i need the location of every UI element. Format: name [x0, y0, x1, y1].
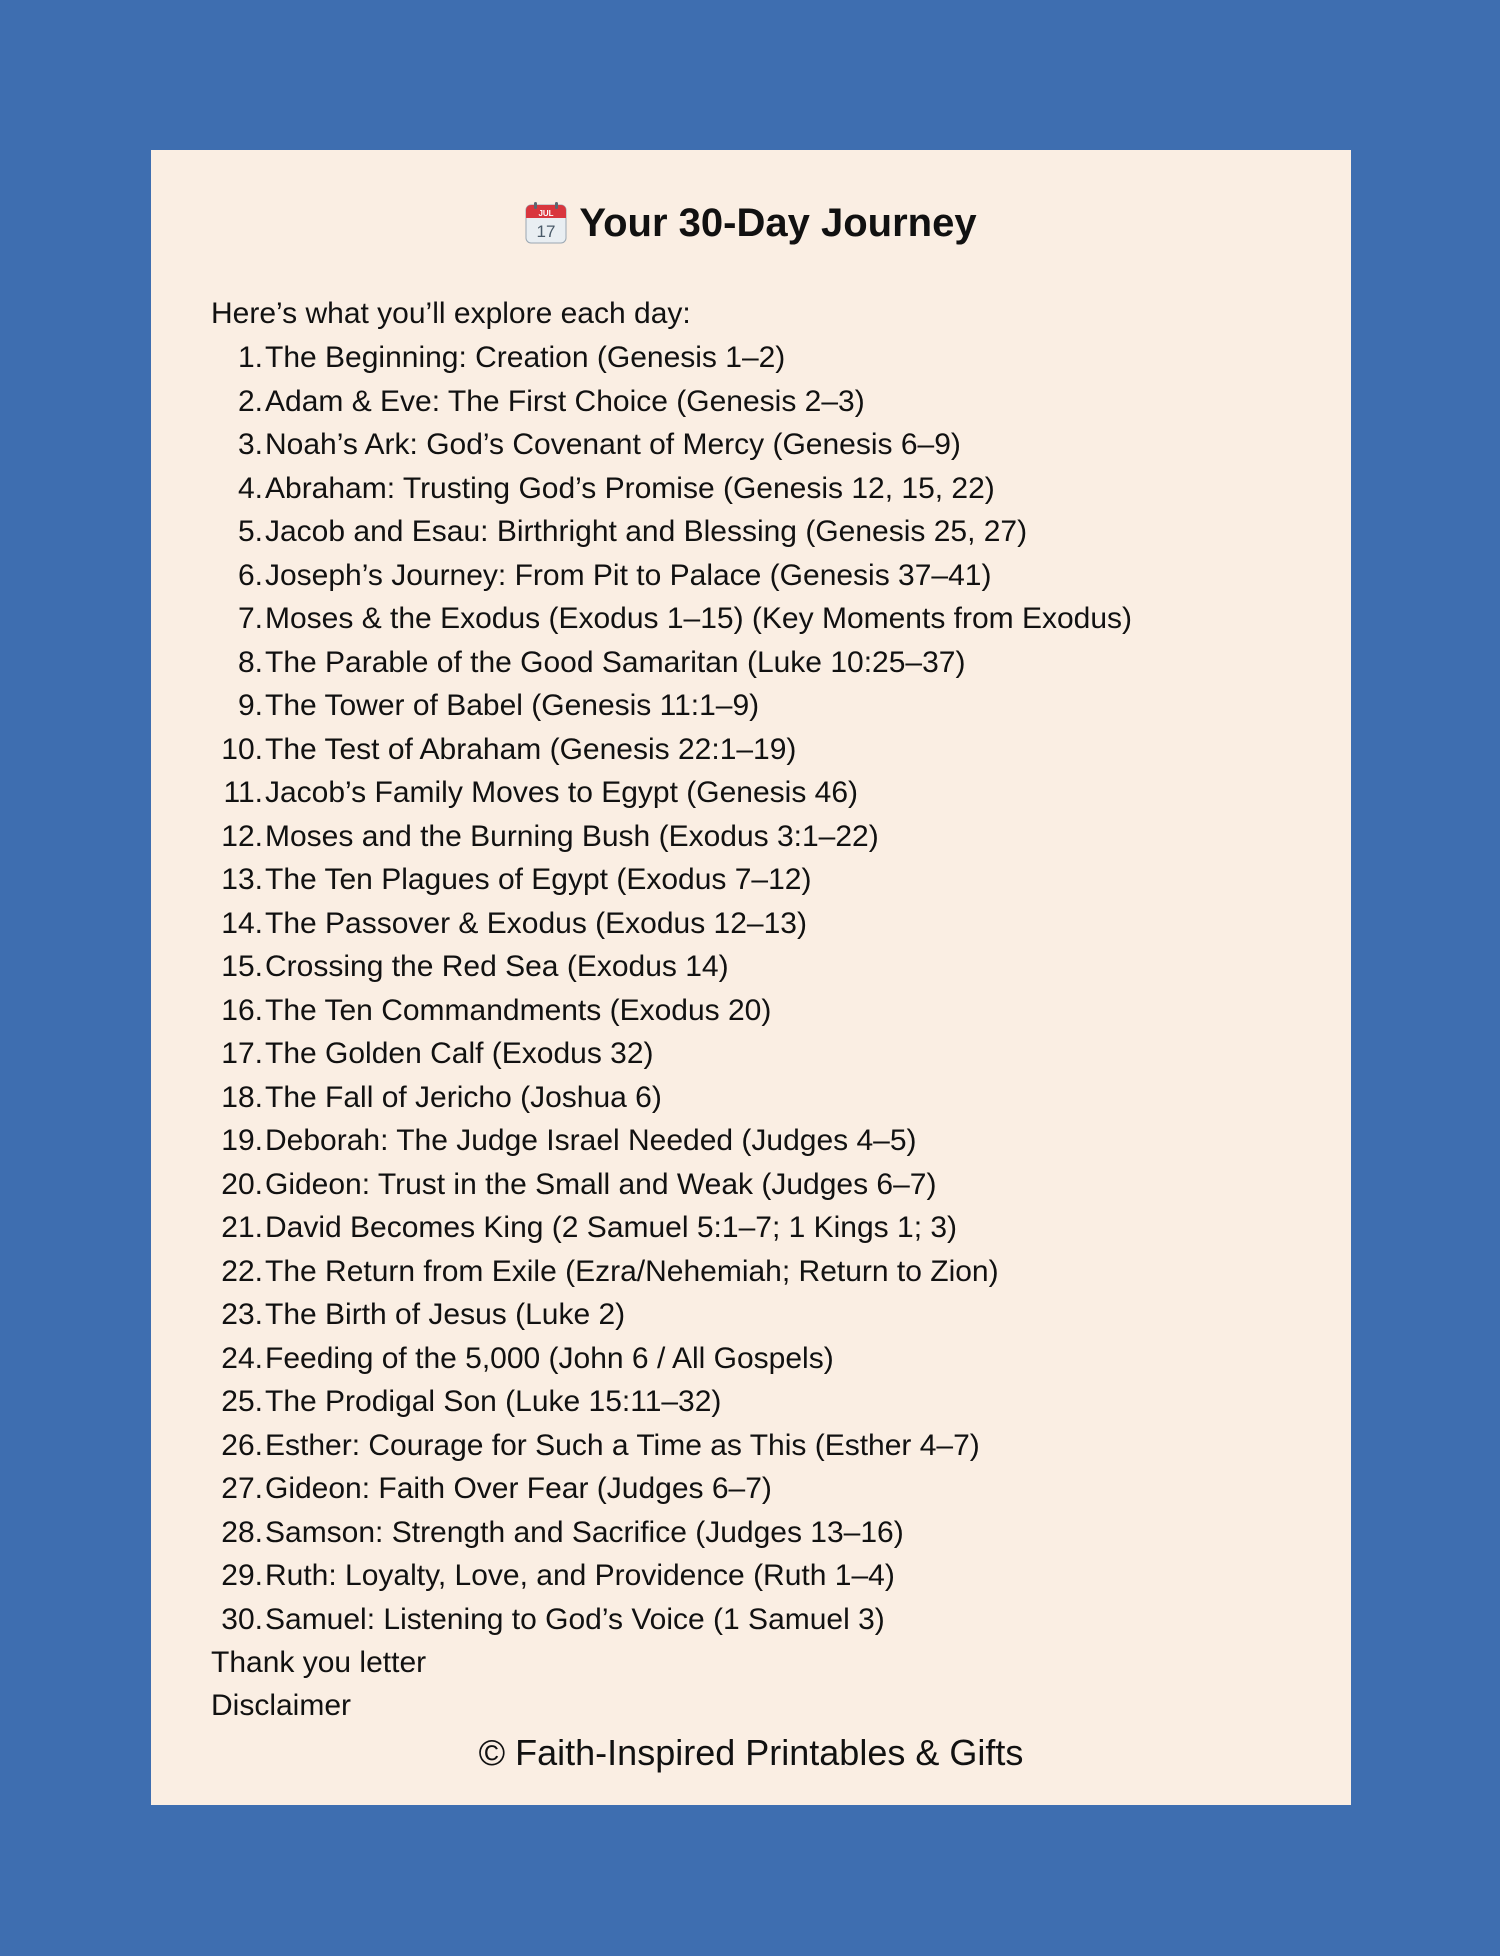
list-item — [211, 467, 1132, 511]
list-item-number: 6. — [237, 558, 263, 592]
list-item-number: 18. — [221, 1080, 263, 1114]
list-item-text: Moses & the Exodus (Exodus 1–15) (Key Moments from Exodus) — [265, 602, 1133, 635]
list-item-text: The Test of Abraham (Genesis 22:1–19) — [265, 732, 797, 766]
list-item-text: Crossing the Red Sea (Exodus 14) — [265, 950, 729, 983]
list-item — [211, 1163, 1132, 1207]
list-item-number: 26. — [221, 1428, 263, 1462]
list-item — [211, 1424, 1132, 1468]
calendar-icon-day: 17 — [536, 222, 556, 241]
list-item — [211, 380, 1132, 424]
list-item-text: Noah’s Ark: God’s Covenant of Mercy (Genesis 6–9) — [265, 428, 961, 461]
list-item — [211, 1337, 1132, 1381]
journey-list — [211, 336, 1132, 1641]
list-item-text: Esther: Courage for Such a Time as This (Esther 4–7) — [265, 1428, 980, 1462]
list-item — [211, 1511, 1132, 1555]
list-item-number: 5. — [237, 515, 263, 548]
list-item — [211, 554, 1132, 598]
list-item-text: The Prodigal Son (Luke 15:11–32) — [265, 1385, 722, 1418]
list-item-text: The Fall of Jericho (Joshua 6) — [265, 1080, 662, 1114]
list-item-text: Adam & Eve: The First Choice (Genesis 2–3) — [265, 384, 865, 418]
list-item-number: 10. — [221, 732, 263, 766]
list-item — [211, 1119, 1132, 1163]
list-item-number: 13. — [221, 863, 263, 896]
list-item — [211, 1032, 1132, 1076]
list-item-number: 11. — [223, 776, 263, 809]
list-item-number: 9. — [237, 689, 263, 722]
list-item-number: 23. — [221, 1298, 263, 1331]
list-item — [211, 728, 1132, 772]
list-item — [211, 1293, 1132, 1337]
list-item — [211, 1380, 1132, 1424]
copyright-notice: © Faith-Inspired Printables & Gifts — [478, 1732, 1024, 1773]
list-item — [211, 902, 1132, 946]
list-item-text: The Tower of Babel (Genesis 11:1–9) — [265, 689, 760, 722]
list-item — [211, 1554, 1132, 1598]
list-item — [211, 597, 1132, 641]
list-item-number: 7. — [237, 602, 263, 635]
list-item-text: Ruth: Loyalty, Love, and Providence (Ruth 1–4) — [265, 1559, 895, 1592]
list-item-text: Gideon: Faith Over Fear (Judges 6–7) — [265, 1472, 772, 1505]
calendar-icon-month: JUL — [538, 209, 554, 218]
list-item-text: Gideon: Trust in the Small and Weak (Judges 6–7) — [265, 1167, 937, 1201]
list-item-text: Deborah: The Judge Israel Needed (Judges 4–5) — [265, 1124, 917, 1157]
list-item-text: Samson: Strength and Sacrifice (Judges 13–16) — [265, 1515, 904, 1549]
list-item-number: 28. — [221, 1515, 263, 1549]
list-item-number: 15. — [221, 950, 263, 983]
list-item-number: 29. — [221, 1559, 263, 1592]
list-item — [211, 771, 1132, 815]
list-item-number: 12. — [221, 819, 263, 853]
list-item — [211, 684, 1132, 728]
list-item-text: Jacob and Esau: Birthright and Blessing (Genesis 25, 27) — [265, 515, 1028, 548]
list-item — [211, 1250, 1132, 1294]
list-item-text: Jacob’s Family Moves to Egypt (Genesis 46) — [265, 776, 859, 809]
list-item — [211, 945, 1132, 989]
list-item-number: 3. — [237, 428, 263, 461]
list-item-text: The Ten Plagues of Egypt (Exodus 7–12) — [265, 863, 812, 896]
list-item-text: The Parable of the Good Samaritan (Luke 10:25–37) — [265, 645, 966, 679]
intro-text: Here’s what you’ll explore each day: — [211, 297, 691, 330]
title-row — [151, 198, 1351, 248]
list-item-number: 8. — [237, 645, 263, 679]
list-item-number: 24. — [221, 1341, 263, 1375]
list-item — [211, 815, 1132, 859]
list-item-text: The Passover & Exodus (Exodus 12–13) — [265, 906, 807, 940]
list-item-number: 27. — [221, 1472, 263, 1505]
list-item-text: Joseph’s Journey: From Pit to Palace (Genesis 37–41) — [265, 558, 992, 592]
list-item-number: 4. — [237, 471, 263, 505]
list-item-text: David Becomes King (2 Samuel 5:1–7; 1 Kings 1; 3) — [265, 1211, 958, 1244]
list-item — [211, 1467, 1132, 1511]
list-item-number: 25. — [221, 1385, 263, 1418]
list-item — [211, 1206, 1132, 1250]
list-item-text: Samuel: Listening to God’s Voice (1 Samuel 3) — [265, 1602, 885, 1636]
list-item-number: 14. — [221, 906, 263, 940]
list-item-number: 20. — [221, 1167, 263, 1201]
list-item-text: The Return from Exile (Ezra/Nehemiah; Return to Zion) — [265, 1254, 999, 1288]
list-item-number: 16. — [221, 993, 263, 1027]
content-card — [151, 150, 1351, 1805]
list-item-text: Abraham: Trusting God’s Promise (Genesis 12, 15, 22) — [265, 471, 995, 505]
list-item — [211, 641, 1132, 685]
calendar-icon — [525, 202, 567, 244]
list-item-text: The Beginning: Creation (Genesis 1–2) — [265, 341, 786, 374]
list-item-text: The Birth of Jesus (Luke 2) — [265, 1298, 626, 1331]
list-item-text: The Golden Calf (Exodus 32) — [265, 1037, 654, 1070]
list-item-text: Feeding of the 5,000 (John 6 / All Gospels) — [265, 1341, 834, 1375]
list-item-number: 22. — [221, 1254, 263, 1288]
page-title: Your 30-Day Journey — [579, 201, 977, 245]
list-item — [211, 423, 1132, 467]
list-item — [211, 336, 1132, 380]
list-item — [211, 989, 1132, 1033]
list-item-number: 21. — [221, 1211, 263, 1244]
list-item-number: 1. — [237, 341, 263, 374]
list-item-number: 2. — [237, 384, 263, 418]
list-item — [211, 1598, 1132, 1642]
disclaimer-item: Disclaimer — [211, 1689, 352, 1722]
list-item — [211, 1076, 1132, 1120]
list-item-number: 17. — [221, 1037, 263, 1070]
list-item-text: The Ten Commandments (Exodus 20) — [265, 993, 772, 1027]
list-item-number: 19. — [221, 1124, 263, 1157]
list-item-number: 30. — [221, 1602, 263, 1636]
thank-you-letter-item: Thank you letter — [211, 1646, 427, 1679]
list-item — [211, 510, 1132, 554]
list-item — [211, 858, 1132, 902]
list-item-text: Moses and the Burning Bush (Exodus 3:1–22) — [265, 819, 879, 853]
